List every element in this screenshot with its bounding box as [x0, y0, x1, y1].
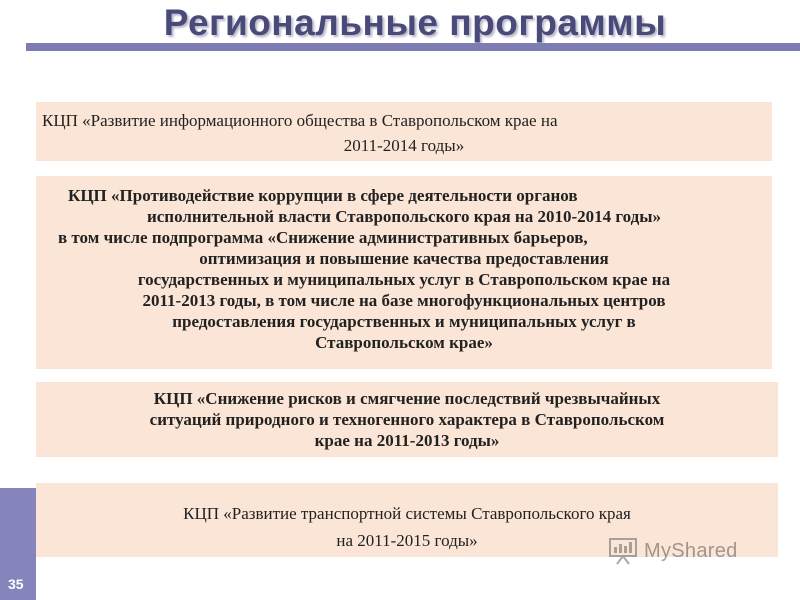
program-text-line: 2011-2014 годы»	[343, 136, 465, 155]
program-text-line: крае на 2011-2013 годы»	[314, 431, 500, 450]
program-text-line: КЦП «Противодействие коррупции в сфере деятельности органов	[68, 186, 578, 205]
program-text-line: КЦП «Развитие транспортной системы Ставропольского края	[183, 504, 631, 523]
myshared-watermark	[608, 537, 738, 565]
slide-title: Региональные программы	[163, 2, 667, 43]
program-text-line: государственных и муниципальных услуг в Ставропольском крае на	[137, 270, 671, 289]
program-text-line: в том числе подпрограмма «Снижение административных барьеров,	[58, 228, 588, 247]
program-text-line: КЦП «Развитие информационного общества в Ставропольском крае на	[42, 111, 558, 130]
program-box-anti-corruption	[36, 176, 772, 369]
program-text-line: исполнительной власти Ставропольского края на 2010-2014 годы»	[146, 207, 662, 226]
program-text-line: Ставропольском крае»	[315, 333, 493, 352]
program-box-emergency-risks	[36, 382, 778, 457]
watermark-text: MyShared	[644, 539, 738, 562]
program-box-information-society	[36, 102, 772, 161]
program-text-line: предоставления государственных и муниципальных услуг в	[172, 312, 636, 331]
program-text-line: на 2011-2015 годы»	[336, 531, 478, 550]
slide-number: 35	[8, 576, 24, 592]
program-text-line: КЦП «Снижение рисков и смягчение последствий чрезвычайных	[153, 389, 661, 408]
title-underline-bar	[26, 43, 800, 51]
program-text-line: ситуаций природного и техногенного характера в Ставропольском	[149, 410, 665, 429]
program-text-line: оптимизация и повышение качества предоставления	[199, 249, 609, 268]
program-text-line: 2011-2013 годы, в том числе на базе многофункциональных центров	[142, 291, 666, 310]
presentation-board-icon	[608, 537, 638, 565]
